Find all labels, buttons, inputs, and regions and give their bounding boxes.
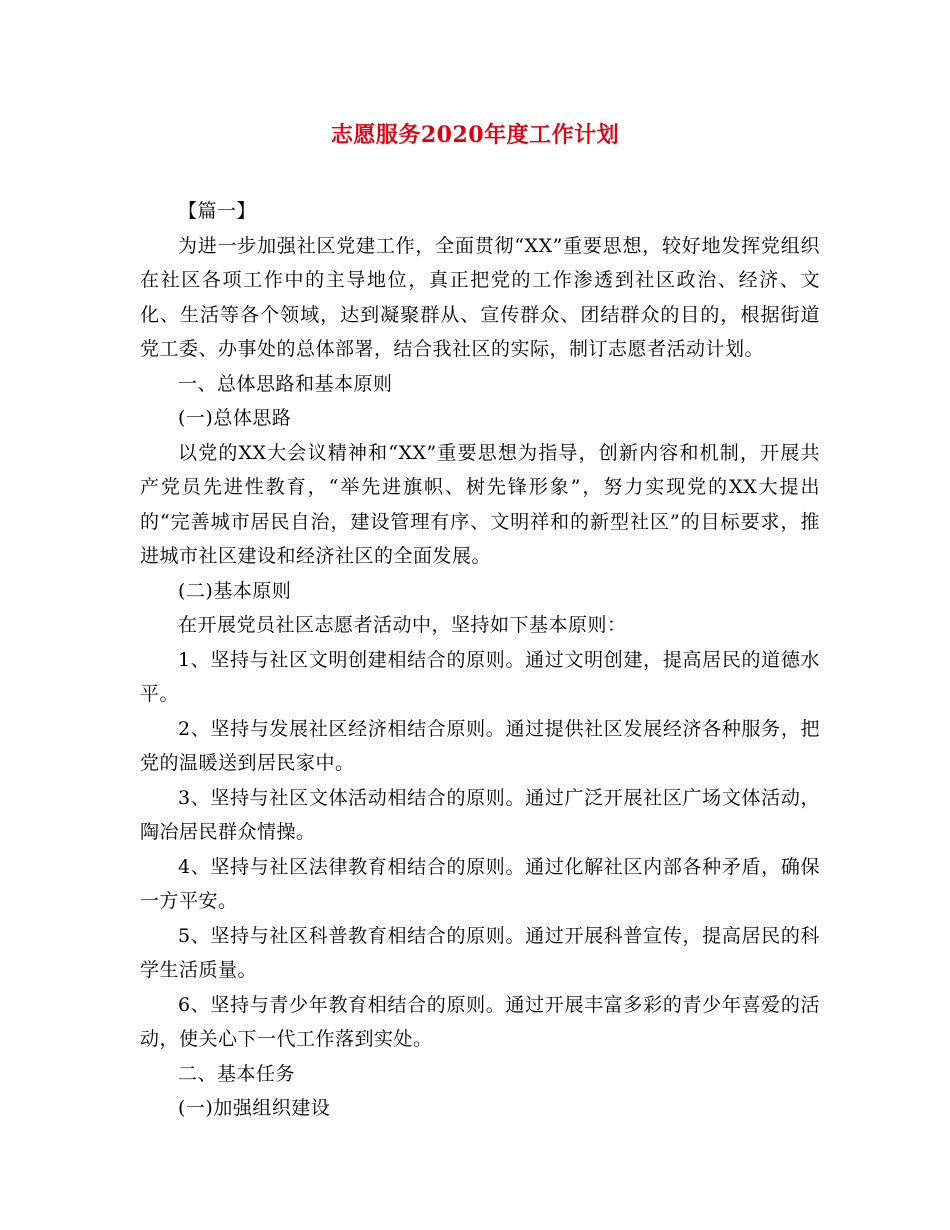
subsection-heading: (一)总体思路 [178, 407, 292, 429]
paragraph: 在开展党员社区志愿者活动中，坚持如下基本原则： [178, 614, 627, 636]
section-heading: 一、总体思路和基本原则 [178, 372, 393, 395]
list-item: 5、坚持与社区科普教育相结合的原则。通过开展科普宣传，提高居民的科学生活质量。 [140, 924, 820, 981]
paragraph: 以党的XX大会议精神和“XX”重要思想为指导，创新内容和机制，开展共产党员先进性教育，“举先进旗帜、树先锋形象”，努力实现党的XX大提出的“完善城市居民自治，建设管理有序、文明祥和的新型社区”的目标要求，推进城市社区建设和经济社区的全面发展。 [140, 441, 820, 567]
document-body [140, 194, 820, 1126]
list-item: 6、坚持与青少年教育相结合的原则。通过开展丰富多彩的青少年喜爱的活动，使关心下一代工作落到实处。 [140, 993, 820, 1050]
paragraph: 【篇一】 [178, 200, 257, 222]
document-title: 志愿服务2020年度工作计划 [330, 122, 620, 148]
paragraph: 为进一步加强社区党建工作，全面贯彻“XX”重要思想，较好地发挥党组织在社区各项工作中的主导地位，真正把党的工作渗透到社区政治、经济、文化、生活等各个领域，达到凝聚群从、宣传群众、团结群众的目的，根据街道党工委、办事处的总体部署，结合我社区的实际，制订志愿者活动计划。 [140, 234, 820, 360]
section-heading: 二、基本任务 [178, 1062, 296, 1085]
list-item: 2、坚持与发展社区经济相结合原则。通过提供社区发展经济各种服务，把党的温暖送到居民家中。 [140, 717, 820, 774]
subsection-heading: (一)加强组织建设 [178, 1097, 331, 1119]
list-item: 4、坚持与社区法律教育相结合的原则。通过化解社区内部各种矛盾，确保一方平安。 [140, 855, 820, 912]
list-item: 3、坚持与社区文体活动相结合的原则。通过广泛开展社区广场文体活动，陶冶居民群众情操。 [140, 786, 820, 843]
subsection-heading: (二)基本原则 [178, 579, 292, 602]
list-item: 1、坚持与社区文明创建相结合的原则。通过文明创建，提高居民的道德水平。 [140, 648, 820, 705]
